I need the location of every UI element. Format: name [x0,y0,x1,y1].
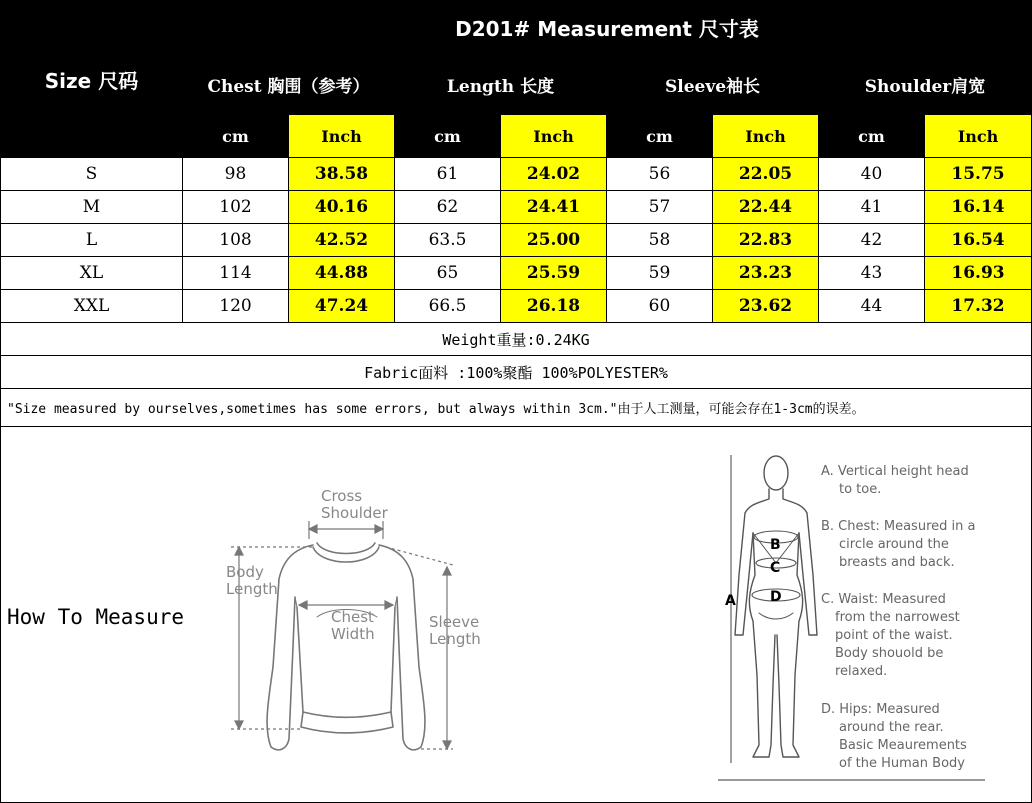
unit-cm: cm [395,115,501,158]
value-cell: 23.62 [713,290,819,323]
value-cell: 59 [607,257,713,290]
label-a: A [725,593,736,609]
size-column-header: Size 尺码 [1,1,183,158]
body-measurement-diagram [713,445,1013,795]
note-c-1: C. Waist: Measured [821,592,946,607]
unit-inch: Inch [925,115,1032,158]
value-cell: 23.23 [713,257,819,290]
label-sleeve-length-1: Sleeve [429,613,480,631]
value-cell: 44.88 [289,257,395,290]
fabric-note: Fabric面料 :100%聚酯 100%POLYESTER% [1,356,1032,389]
value-cell: 43 [819,257,925,290]
label-d: D [770,589,782,605]
value-cell: 114 [183,257,289,290]
table-row [1,290,1032,323]
size-cell: S [1,158,183,191]
value-cell: 102 [183,191,289,224]
value-cell: 41 [819,191,925,224]
note-b-3: breasts and back. [839,555,955,570]
note-c-4: Body shouold be [835,646,944,661]
table-row [1,224,1032,257]
value-cell: 120 [183,290,289,323]
value-cell: 22.44 [713,191,819,224]
note-c-2: from the narrowest [835,610,960,625]
value-cell: 16.93 [925,257,1032,290]
value-cell: 16.14 [925,191,1032,224]
value-cell: 22.05 [713,158,819,191]
value-cell: 22.83 [713,224,819,257]
table-row [1,257,1032,290]
measurement-disclaimer: "Size measured by ourselves,sometimes has some errors, but always within 3cm."由于人工测量，可能会存在1-3cm的误差。 [1,389,1032,427]
value-cell: 56 [607,158,713,191]
table-row [1,191,1032,224]
note-c-5: relaxed. [835,664,888,679]
value-cell: 58 [607,224,713,257]
label-c: C [770,560,781,576]
group-header-chest: Chest 胸围（参考） [183,55,395,115]
unit-cm: cm [607,115,713,158]
value-cell: 16.54 [925,224,1032,257]
note-b-1: B. Chest: Measured in a [821,519,976,534]
how-to-measure-section [1,427,1032,803]
label-chest-width-1: Chest [331,608,374,626]
group-header-length: Length 长度 [395,55,607,115]
value-cell: 98 [183,158,289,191]
value-cell: 15.75 [925,158,1032,191]
note-d-2: around the rear. [839,720,944,735]
label-cross-shoulder-1: Cross [321,487,363,505]
label-body-length-1: Body [226,563,264,581]
label-body-length-2: Length [226,580,278,598]
note-a-1: A. Vertical height head [821,464,969,479]
value-cell: 57 [607,191,713,224]
value-cell: 62 [395,191,501,224]
unit-cm: cm [819,115,925,158]
label-sleeve-length-2: Length [429,630,481,648]
value-cell: 38.58 [289,158,395,191]
value-cell: 40 [819,158,925,191]
sweater-diagram [221,457,501,757]
how-to-measure-label: How To Measure [7,605,185,629]
value-cell: 108 [183,224,289,257]
value-cell: 24.02 [501,158,607,191]
size-cell: L [1,224,183,257]
value-cell: 40.16 [289,191,395,224]
value-cell: 42 [819,224,925,257]
value-cell: 61 [395,158,501,191]
value-cell: 47.24 [289,290,395,323]
note-d-4: of the Human Body [839,756,965,771]
value-cell: 65 [395,257,501,290]
size-cell: XL [1,257,183,290]
label-chest-width-2: Width [331,625,375,643]
chart-title: D201# Measurement 尺寸表 [183,1,1032,55]
table-row [1,158,1032,191]
value-cell: 66.5 [395,290,501,323]
value-cell: 63.5 [395,224,501,257]
note-d-3: Basic Meaurements [839,738,967,753]
value-cell: 25.00 [501,224,607,257]
note-a-2: to toe. [839,482,882,497]
group-header-sleeve: Sleeve袖长 [607,55,819,115]
group-header-shoulder: Shoulder肩宽 [819,55,1032,115]
unit-inch: Inch [501,115,607,158]
value-cell: 17.32 [925,290,1032,323]
value-cell: 60 [607,290,713,323]
note-c-3: point of the waist. [835,628,953,643]
value-cell: 42.52 [289,224,395,257]
value-cell: 44 [819,290,925,323]
unit-cm: cm [183,115,289,158]
note-d-1: D. Hips: Measured [821,702,940,717]
label-cross-shoulder-2: Shoulder [321,504,388,522]
size-cell: XXL [1,290,183,323]
weight-note: Weight重量:0.24KG [1,323,1032,356]
value-cell: 26.18 [501,290,607,323]
value-cell: 25.59 [501,257,607,290]
unit-inch: Inch [713,115,819,158]
unit-inch: Inch [289,115,395,158]
label-b: B [770,537,781,553]
size-cell: M [1,191,183,224]
value-cell: 24.41 [501,191,607,224]
note-b-2: circle around the [839,537,949,552]
